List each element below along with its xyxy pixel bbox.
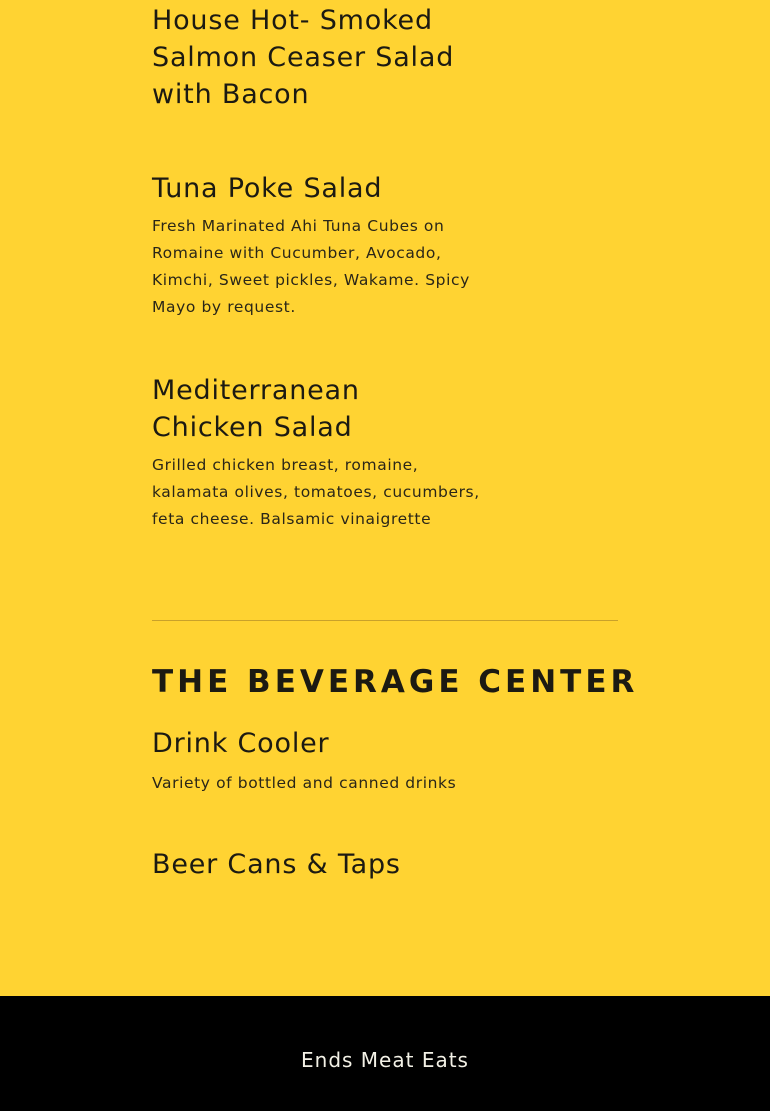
menu-item-title: Tuna Poke Salad	[152, 173, 383, 204]
menu-item-description: Fresh Marinated Ahi Tuna Cubes on Romaine with Cucumber, Avocado, Kimchi, Sweet pickles, Wakame. Spicy Mayo by request.	[152, 217, 470, 316]
menu-item-title: Beer Cans & Taps	[152, 849, 401, 880]
menu-item-description: Variety of bottled and canned drinks	[152, 774, 457, 792]
section-heading-beverage-center: THE BEVERAGE CENTER	[152, 664, 639, 700]
menu-item-drink-cooler	[152, 725, 552, 797]
footer-brand-name: Ends Meat Eats	[301, 1048, 469, 1072]
menu-item-beer-cans-taps	[152, 846, 552, 883]
site-footer	[0, 996, 770, 1111]
menu-item-description: Grilled chicken breast, romaine, kalamata olives, tomatoes, cucumbers, feta cheese. Balsamic vinaigrette	[152, 456, 480, 528]
menu-item-title: Drink Cooler	[152, 728, 330, 759]
menu-item-title: Mediterranean Chicken Salad	[152, 375, 360, 443]
menu-item-salmon-caesar-salad	[152, 2, 492, 113]
menu-item-title: House Hot- Smoked Salmon Ceaser Salad with Bacon	[152, 5, 455, 110]
section-divider	[152, 620, 618, 621]
menu-item-mediterranean-chicken-salad	[152, 372, 512, 533]
menu-item-tuna-poke-salad	[152, 170, 492, 321]
